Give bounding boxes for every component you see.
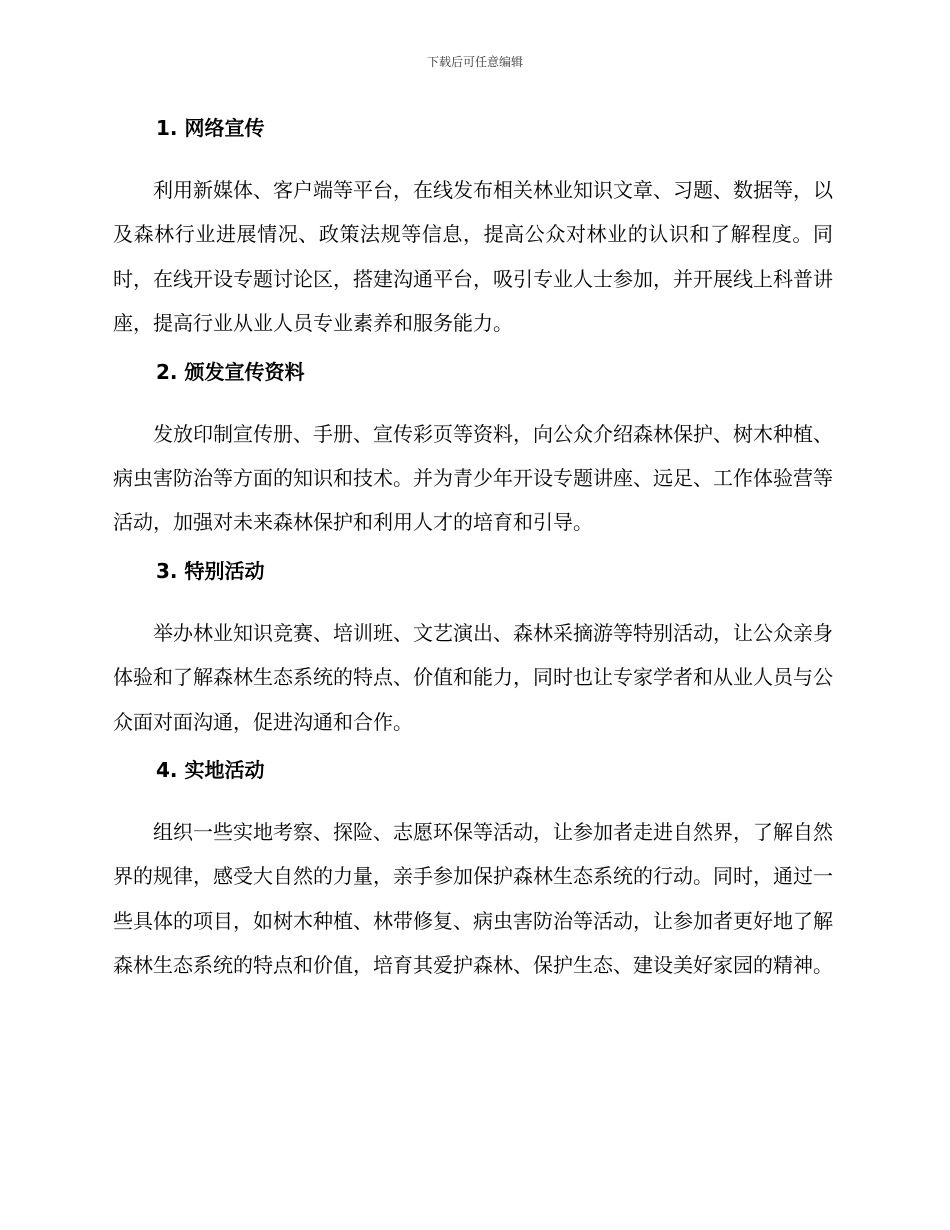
section-field-activities (113, 754, 833, 988)
document-body (113, 112, 833, 998)
section-heading: 1. 网络宣传 (156, 116, 265, 140)
section-paragraph: 举办林业知识竞赛、培训班、文艺演出、森林采摘游等特别活动，让公众亲身体验和了解森林生态系统的特点、价值和能力，同时也让专家学者和从业人员与公众面对面沟通，促进沟通和合作。 (113, 620, 833, 734)
section-heading: 3. 特别活动 (156, 558, 265, 583)
section-heading: 4. 实地活动 (156, 758, 265, 783)
section-paragraph: 利用新媒体、客户端等平台，在线发布相关林业知识文章、习题、数据等，以及森林行业进展情况、政策法规等信息，提高公众对林业的认识和了解程度。同时，在线开设专题讨论区，搭建沟通平台，吸引专业人士参加，并开展线上科普讲座，提高行业从业人员专业素养和服务能力。 (113, 178, 833, 336)
section-online-promotion (113, 112, 833, 346)
section-promotional-materials (113, 356, 833, 545)
section-paragraph: 组织一些实地考察、探险、志愿环保等活动，让参加者走进自然界，了解自然界的规律，感受大自然的力量，亲手参加保护森林生态系统的行动。同时，通过一些具体的项目，如树木种植、林带修复、病虫害防治等活动，让参加者更好地了解森林生态系统的特点和价值，培育其爱护森林、保护生态、建设美好家园的精神。 (113, 820, 833, 978)
page-header-note: 下载后可任意编辑 (426, 55, 523, 69)
section-special-events (113, 555, 833, 744)
section-paragraph: 发放印制宣传册、手册、宣传彩页等资料，向公众介绍森林保护、树木种植、病虫害防治等方面的知识和技术。并为青少年开设专题讲座、远足、工作体验营等活动，加强对未来森林保护和利用人才的培育和引导。 (113, 421, 833, 535)
section-heading: 2. 颁发宣传资料 (156, 359, 305, 384)
